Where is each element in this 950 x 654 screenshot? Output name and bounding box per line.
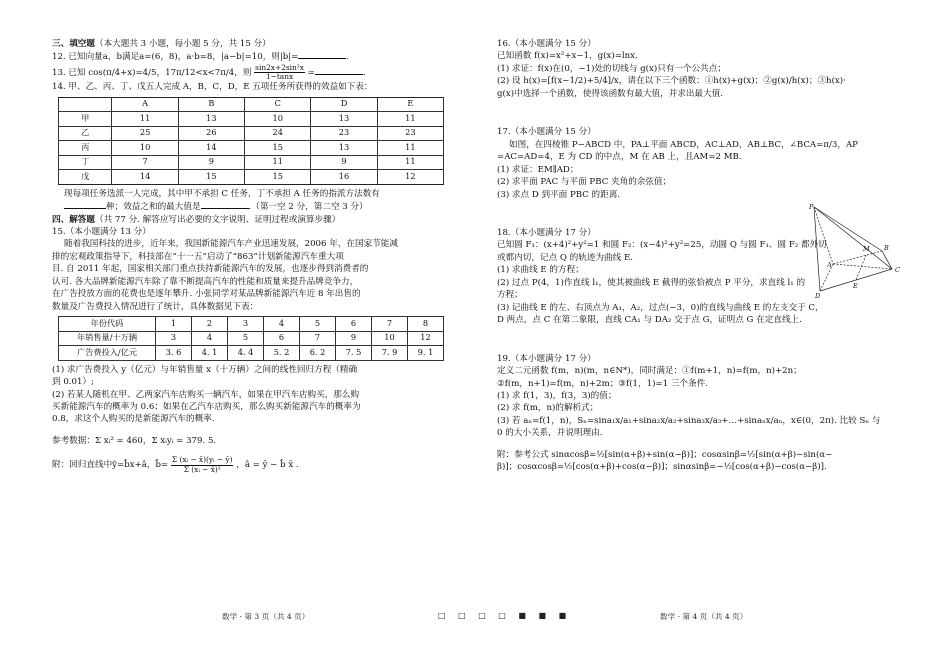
regression-formula: 附：回归直线中ŷ=b̂x+â，b̂= $\frac{\text{Σ (xᵢ − x̄)(yᵢ − ȳ)}}{\text{Σ (xᵢ − x̄)²}}$ ，â = ȳ − b̂ x̄ .	[52, 456, 299, 474]
q19-line: 附：参考公式 sinαcosβ=½[sin(α+β)+sin(α−β)]；cosαsinβ=½[sin(α+β)−sin(α−	[497, 449, 833, 460]
edge-pa	[814, 207, 833, 264]
q18-line: 方程；	[497, 290, 523, 301]
answer-blank[interactable]	[298, 50, 346, 59]
reference-data: 参考数据：Σ xᵢ² = 460，Σ xᵢyᵢ = 379. 5.	[52, 435, 217, 446]
q17-line: (2) 求平面 PAC 与平面 PBC 夹角的余弦值；	[497, 177, 672, 188]
regression-fraction: $\frac{\text{Σ (xᵢ − x̄)(yᵢ − ȳ)}}{\text{Σ (xᵢ − x̄)²}}$	[171, 456, 233, 474]
q15-text-line: 认可. 各大品牌新能源汽车除了靠不断提高汽车的性能和质量来提升品牌竞争力，	[52, 276, 359, 287]
footer-right: 数学 · 第 4 页（共 4 页）	[660, 612, 748, 621]
table-row: 丙 10 14 15 13 11	[59, 141, 444, 156]
question-17-heading: 17.（本小题满分 15 分）	[497, 127, 596, 138]
q16-line: (2) 设 h(x)=[f(x−1/2)+5/4]/x，请在以下三个函数：①h(x)+g(x)；②g(x)/h(x)；③h(x)·	[497, 76, 846, 87]
q17-line: (3) 求点 D 到平面 PBC 的距离.	[497, 189, 621, 200]
q19-line: ②f(m，n+1)=f(m，n)+2m；③f(1，1)=1 三个条件.	[497, 378, 708, 389]
q18-line: D 两点，点 C 在第二象限，直线 CA₁ 与 DA₂ 交于点 G，证明点 G 在定直线上.	[497, 315, 802, 326]
edge-pb	[814, 207, 882, 251]
q16-line: 已知函数 f(x)=x²+x−1，g(x)=lnx.	[497, 51, 638, 62]
answer-blank[interactable]	[64, 200, 106, 209]
question-16-heading: 16.（本小题满分 15 分）	[497, 39, 596, 49]
sales-table	[58, 316, 444, 361]
table-row: 丁 7 9 11 9 11	[59, 155, 444, 170]
edge-ac	[833, 264, 892, 269]
edge-pd	[814, 207, 820, 291]
q15-part-2: (2) 若某人随机在甲、乙两家汽车店购买一辆汽车，如果在甲汽车店购买，那么购	[52, 389, 360, 400]
q14-continuation-2: 种；效益之和的最大值是 .（第一空 2 分，第二空 3 分）	[52, 200, 448, 213]
q15-text-line: 排的宏观政策指导下，科技部在“十一五”启动了“863”计划新能源汽车重大项	[52, 251, 344, 262]
label-e: E	[853, 282, 858, 290]
section-4-heading: 四、解答题（共 77 分. 解答应写出必要的文字说明、证明过程或演算步骤）	[52, 214, 341, 225]
q19-line: 0 的大小关系，并说明理由.	[497, 428, 603, 439]
pyramid-figure	[808, 203, 906, 298]
q19-line: (2) 求 f(m，n)的解析式；	[497, 403, 599, 414]
q18-line: (2) 过点 P(4，1)作直线 l₁，使其被曲线 E 截得的弦恰被点 P 平分，求直线 l₁ 的	[497, 277, 806, 288]
left-column	[52, 38, 448, 474]
q17-line: =AC=AD=4，E 为 CD 的中点，M 在 AB 上，且AM=2 MB.	[497, 152, 742, 163]
q16-line: g(x)中选择一个函数，使得该函数有最大值，并求出最大值.	[497, 88, 724, 99]
segment-em	[856, 255, 866, 280]
section-3-heading: 三、填空题（本大题共 3 小题，每小题 5 分，共 15 分）	[52, 39, 271, 49]
q13-fraction: $\frac{\text{sin2x+2sin²x}}{1-\tan x}$	[255, 63, 304, 82]
label-m: M	[863, 245, 870, 253]
q15-part-1-cont: 到 0.01）;	[52, 377, 94, 388]
question-15-heading: 15.（本小题满分 13 分）	[52, 227, 151, 237]
edge-pc	[814, 207, 892, 269]
q16-line: (1) 求证：f(x)在(0，−1)处的切线与 g(x)只有一个公共点；	[497, 63, 726, 74]
q15-text-line: 数量及广告费投入情况进行了统计，具体数据见下表：	[52, 301, 259, 312]
label-b: B	[884, 244, 889, 252]
q14-continuation: 现每项任务选派一人完成，其中甲不承担 C 任务，丁不承担 A 任务的指派方法数有	[64, 188, 380, 199]
q15-part-1: (1) 求广告费投入 y（亿元）与年销售量 x（十万辆）之间的线性回归方程（精确	[52, 364, 358, 375]
q19-line: β)]；cosαcosβ=½[cos(α+β)+cos(α−β)]；sinαsinβ=−½[cos(α+β)−cos(α−β)].	[497, 462, 827, 473]
question-14: 14. 甲、乙、丙、丁、戊五人完成 A，B，C，D，E 五项任务所获得的效益如下表：	[52, 82, 373, 93]
q15-text-line: 随着我国科技的进步，近年来，我国新能源汽车产业迅速发展，2006 年，在国家节能减	[64, 239, 398, 250]
footer-left: 数学 · 第 3 页（共 4 页）	[222, 612, 310, 621]
q17-line: (1) 求证：EM∥AD；	[497, 164, 579, 175]
label-d: D	[815, 292, 821, 298]
q19-line: 定义二元函数 f(m，n)(m，n∈N*)，同时满足：①f(m+1，n)=f(m，n)+2n；	[497, 366, 802, 377]
table-row: A B C D E	[59, 97, 444, 112]
q18-line: 已知圆 F₁：(x+4)²+y²=1 和圆 F₂：(x−4)²+y²=25，动圆 Q 与圆 F₁、圆 F₂ 都外切	[497, 240, 827, 251]
q15-part-2: 0.8，求这个人购买的是新能源汽车的概率.	[52, 414, 215, 425]
question-12: 12. 已知向量a，b满足a=(6，8)，a·b=8，|a−b|=10，则|b|= .	[52, 52, 350, 63]
q19-line: (3) 若 aₙ=f(1，n)，Sₙ=sina₁x/a₁+sina₂x/a₂+sina₃x/a₃+…+sinaₙx/aₙ，x∈(0，2π). 比较 Sₙ 与	[497, 415, 881, 426]
table-row: 甲 11 13 10 13 11	[59, 112, 444, 127]
question-13: 13. 已知 cos(π/4+x)=4/5，17π/12<x<7π/4，则 $\frac{\text{sin2x+2sin²x}}{1-\tan x}$ = .	[52, 63, 366, 82]
label-c: C	[895, 266, 900, 274]
benefit-table	[58, 97, 444, 185]
question-19-heading: 19.（本小题满分 17 分）	[497, 353, 596, 364]
q18-line: 或都内切，记点 Q 的轨迹为曲线 E.	[497, 252, 633, 263]
answer-blank[interactable]	[315, 66, 363, 75]
edge-ab	[833, 251, 882, 264]
label-p: P	[809, 203, 814, 211]
edge-bc	[882, 251, 892, 269]
table-row: 年份代码 1 2 3 4 5 6 7 8	[59, 317, 444, 332]
q15-text-line: 目. 自 2011 年起，国家相关部门重点扶持新能源汽车的发展，也逐步得到消费者的	[52, 264, 369, 275]
question-18-heading: 18.（本小题满分 17 分）	[497, 227, 596, 238]
q19-line: (1) 求 f(1，3)，f(3，3)的值；	[497, 390, 617, 401]
page-markers: □ □ □ □ ■ ■ ■	[438, 611, 572, 620]
q17-line: 如图，在四棱锥 P−ABCD 中，PA⊥平面 ABCD，AC⊥AD，AB⊥BC，∠BCA=π/3，AP	[509, 139, 858, 150]
q15-text-line: 在广告投放方面的花费也是逐年攀升. 小张同学对某品牌新能源汽车近 8 年出售的	[52, 289, 361, 300]
table-row: 年销售量/十万辆 3 4 5 6 7 9 10 12	[59, 331, 444, 346]
table-row: 戊 14 15 15 16 12	[59, 170, 444, 185]
q15-part-2: 买新能源汽车的概率为 0.6；如果在乙汽车店购买，那么购买新能源汽车的概率为	[52, 402, 361, 413]
table-row: 乙 25 26 24 23 23	[59, 126, 444, 141]
q18-line: (3) 记曲线 E 的左、右顶点为 A₁，A₂，过点(−3，0)的直线与曲线 E 的左支交于 C，	[497, 302, 824, 313]
table-row: 广告费投入/亿元 3. 6 4. 1 4. 4 5. 2 6. 2 7. 5 7. 9 9. 1	[59, 346, 444, 361]
label-a: A	[827, 261, 832, 269]
answer-blank[interactable]	[201, 200, 249, 209]
q18-line: (1) 求曲线 E 的方程；	[497, 265, 584, 276]
